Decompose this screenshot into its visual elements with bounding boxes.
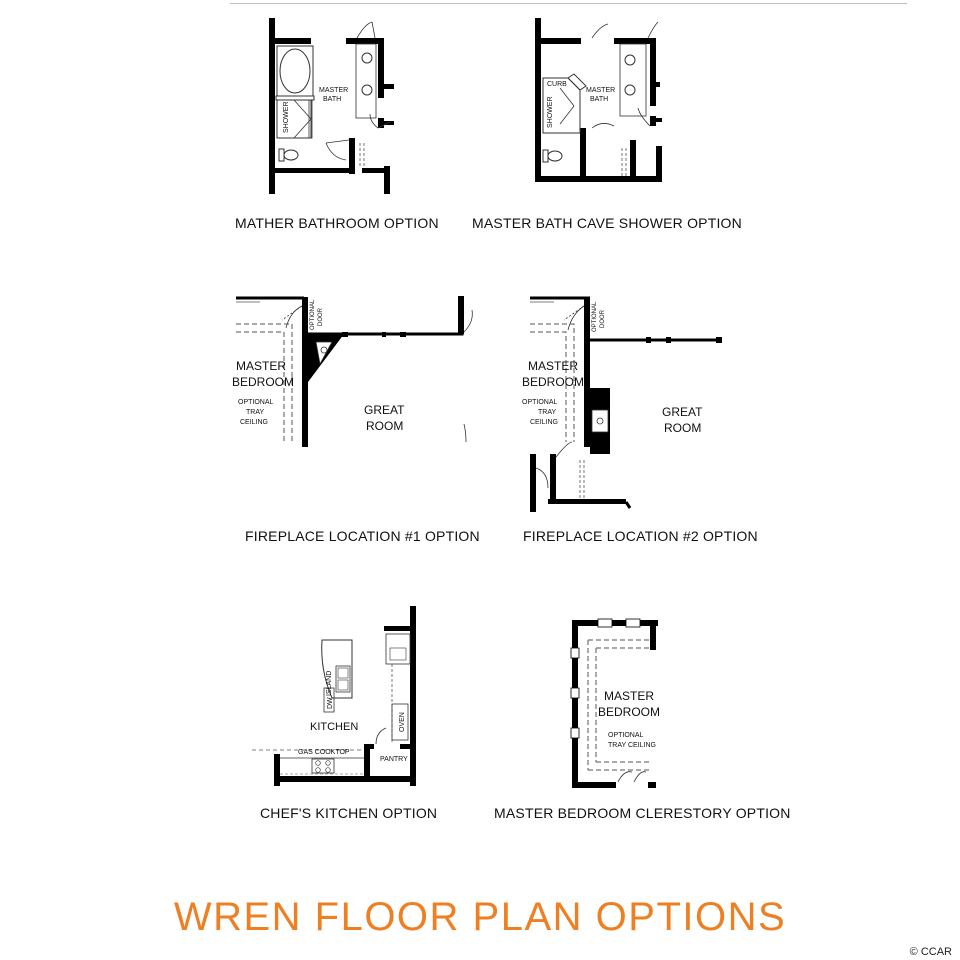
door-label-door: DOOR: [600, 310, 606, 328]
tray-label-optional: OPTIONAL: [608, 732, 644, 739]
tray-label-optional: OPTIONAL: [238, 399, 274, 406]
tray-label-ceiling: CEILING: [240, 419, 269, 426]
copyright-mark: © CCAR: [909, 946, 952, 958]
bedroom-label-master: MASTER: [528, 359, 579, 373]
tray-label-optional: OPTIONAL: [522, 399, 558, 406]
bedroom-label-bedroom: BEDROOM: [522, 375, 585, 389]
chefs-kitchen-caption: CHEF'S KITCHEN OPTION: [260, 805, 438, 821]
bedroom-label-master: MASTER: [604, 689, 655, 703]
tray-label-tray: TRAY: [246, 409, 265, 416]
bedroom-label-bedroom: BEDROOM: [598, 705, 661, 719]
bedroom-label-master: MASTER: [236, 359, 287, 373]
shower-label: SHOWER: [283, 101, 290, 133]
oven-label: OVEN: [399, 712, 406, 732]
mather-bathroom-plan: [262, 18, 402, 198]
cave-shower-caption: MASTER BATH CAVE SHOWER OPTION: [472, 215, 742, 231]
room-label-master: MASTER: [319, 87, 349, 94]
chefs-kitchen-plan: [252, 604, 427, 789]
cave-shower-plan: [530, 18, 670, 198]
curb-label: CURB: [547, 81, 567, 88]
kitchen-label: KITCHEN: [310, 721, 359, 733]
fireplace-2-caption: FIREPLACE LOCATION #2 OPTION: [523, 528, 758, 544]
cooktop-label: GAS COOKTOP: [298, 749, 350, 756]
dw-label: DW: [327, 697, 334, 709]
tray-label-tray-ceiling: TRAY CEILING: [608, 742, 656, 749]
great-label-room: ROOM: [366, 419, 404, 433]
clerestory-plan: [568, 618, 668, 790]
great-label-room: ROOM: [664, 421, 702, 435]
shower-label: SHOWER: [547, 96, 554, 128]
door-label-door: DOOR: [318, 308, 324, 326]
island-label: ISLAND: [326, 670, 333, 696]
room-label-bath: BATH: [590, 96, 609, 103]
tray-label-tray: TRAY: [538, 409, 557, 416]
door-label-optional: OPTIONAL: [592, 301, 598, 332]
room-label-bath: BATH: [323, 96, 342, 103]
great-label-great: GREAT: [364, 403, 405, 417]
clerestory-caption: MASTER BEDROOM CLERESTORY OPTION: [494, 805, 791, 821]
page-title: WREN FLOOR PLAN OPTIONS: [173, 895, 787, 939]
tray-label-ceiling: CEILING: [530, 419, 559, 426]
fireplace-1-caption: FIREPLACE LOCATION #1 OPTION: [245, 528, 480, 544]
great-label-great: GREAT: [662, 405, 703, 419]
top-divider: [230, 3, 907, 4]
room-label-master: MASTER: [586, 87, 616, 94]
door-label-optional: OPTIONAL: [310, 299, 316, 330]
bedroom-label-bedroom: BEDROOM: [232, 375, 295, 389]
fireplace-1-plan: [232, 292, 482, 452]
fireplace-2-plan: [518, 292, 738, 522]
mather-bathroom-caption: MATHER BATHROOM OPTION: [235, 215, 439, 231]
pantry-label: PANTRY: [380, 756, 408, 763]
